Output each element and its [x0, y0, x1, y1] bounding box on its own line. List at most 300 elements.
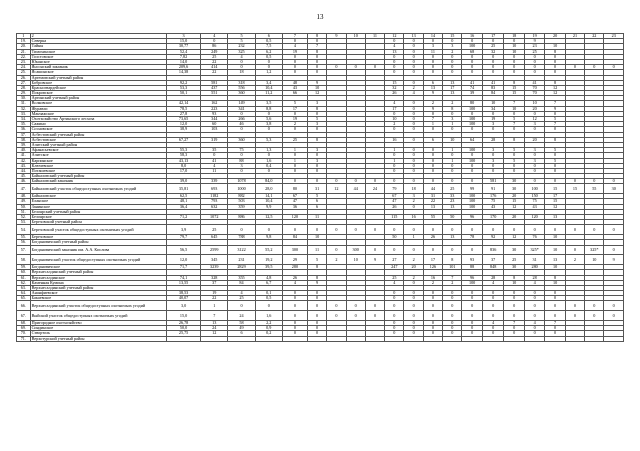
value-cell: 31 [524, 255, 544, 265]
value-cell: 6,7 [255, 280, 282, 285]
value-cell: 70 [524, 85, 544, 90]
name-cell: Ключевское [30, 163, 166, 168]
value-cell: 0 [504, 311, 524, 321]
value-cell: 0 [504, 331, 524, 336]
value-cell: 5 [545, 117, 565, 122]
value-cell: 0 [404, 44, 423, 49]
value-cell [524, 336, 544, 341]
value-cell: 0 [504, 168, 524, 173]
name-cell: Белоярское [30, 214, 166, 219]
value-cell: 16 [404, 214, 423, 219]
value-cell: 0 [404, 153, 423, 158]
value-cell [255, 336, 282, 341]
value-cell: 58,3 [167, 153, 201, 158]
value-cell: 22 [585, 34, 604, 39]
value-cell: 0 [255, 127, 282, 132]
data-table [16, 33, 624, 342]
value-cell: 40,07 [167, 296, 201, 301]
value-cell: 55,2 [255, 245, 282, 255]
value-cell: 11 [307, 214, 326, 219]
value-cell: 0 [282, 179, 307, 184]
value-cell: 9,8 [255, 235, 282, 240]
value-cell: 83 [482, 85, 504, 90]
value-cell: 74,1 [167, 275, 201, 280]
value-cell: 14,38 [167, 70, 201, 75]
value-cell: 0 [385, 301, 404, 311]
value-cell: 1 [404, 235, 423, 240]
value-cell: 20 [504, 194, 524, 199]
value-cell: 13 [423, 85, 442, 90]
row-number-cell: 27. [17, 80, 31, 85]
name-cell: Журавли [30, 106, 166, 111]
value-cell: 0 [524, 296, 544, 301]
value-cell: 43 [524, 204, 544, 209]
value-cell: 24 [228, 311, 255, 321]
value-cell: 0 [462, 296, 482, 301]
value-cell: 49 [228, 326, 255, 331]
value-cell: 0 [404, 101, 423, 106]
value-cell [423, 336, 442, 341]
row-number-cell: 37. [17, 132, 31, 137]
value-cell: 12 [545, 204, 565, 209]
value-cell: 581 [201, 80, 228, 85]
value-cell: 0 [545, 301, 565, 311]
value-cell: 10 [545, 235, 565, 240]
value-cell: 0 [443, 321, 462, 326]
value-cell: 5,3 [255, 137, 282, 142]
value-cell: 0 [462, 153, 482, 158]
value-cell: 0 [423, 331, 442, 336]
value-cell: 23 [443, 199, 462, 204]
value-cell: 0 [504, 225, 524, 235]
name-cell: Толстовское [30, 54, 166, 59]
value-cell: 0 [385, 179, 404, 184]
value-cell: 266 [228, 117, 255, 122]
value-cell: 0 [423, 148, 442, 153]
value-cell: 0 [504, 291, 524, 296]
value-cell: 0 [565, 301, 584, 311]
value-cell: 96 [462, 214, 482, 219]
row-number-cell: 69. [17, 326, 31, 331]
value-cell: 43,13 [167, 158, 201, 163]
row-number-cell: 46. [17, 179, 31, 184]
name-cell: Покровское [30, 91, 166, 96]
value-cell: 3122 [228, 245, 255, 255]
value-cell: 0 [282, 321, 307, 326]
row-number-cell: 28. [17, 85, 31, 90]
value-cell: 339 [201, 179, 228, 184]
value-cell: 73,65 [167, 117, 201, 122]
value-cell: 209,6 [167, 65, 201, 70]
value-cell: 2829 [228, 265, 255, 270]
value-cell: 13 [404, 34, 423, 39]
value-cell: 48 [282, 80, 307, 85]
value-cell: 0 [346, 311, 365, 321]
value-cell: 1 [201, 301, 228, 311]
value-cell: 12,0 [167, 122, 201, 127]
value-cell: 0 [404, 158, 423, 163]
value-cell: 0 [462, 70, 482, 75]
value-cell: 5 [228, 34, 255, 39]
row-number-cell: 35. [17, 122, 31, 127]
value-cell: 17 [482, 34, 504, 39]
value-cell [565, 336, 584, 341]
value-cell: 0 [504, 296, 524, 301]
value-cell: 103 [201, 127, 228, 132]
value-cell: 7 [307, 44, 326, 49]
value-cell: 0 [385, 65, 404, 70]
value-cell: 0 [524, 301, 544, 311]
value-cell: 0 [228, 153, 255, 158]
value-cell: 0 [404, 80, 423, 85]
value-cell: 25 [282, 137, 307, 142]
value-cell: 33 [443, 194, 462, 199]
value-cell: 66 [282, 91, 307, 96]
value-cell: 10,4 [255, 85, 282, 90]
value-cell: 0 [524, 179, 544, 184]
value-cell: 15 [443, 34, 462, 39]
value-cell: 886 [228, 214, 255, 219]
value-cell: 0 [545, 225, 565, 235]
value-cell: 62,5 [167, 194, 201, 199]
value-cell: 0 [327, 245, 346, 255]
value-cell: 0 [404, 148, 423, 153]
value-cell: 0 [504, 153, 524, 158]
value-cell: 67 [385, 194, 404, 199]
value-cell: 0 [545, 311, 565, 321]
value-cell: 232 [228, 44, 255, 49]
value-cell: 23 [524, 44, 544, 49]
value-cell: 14 [423, 34, 442, 39]
value-cell: 0 [565, 311, 584, 321]
value-cell: 0 [524, 70, 544, 75]
value-cell: 0 [255, 225, 282, 235]
value-cell: 0 [604, 301, 624, 311]
value-cell: 3 [307, 101, 326, 106]
value-cell: 10 [385, 117, 404, 122]
value-cell: 22 [201, 59, 228, 64]
value-cell: 5 [504, 158, 524, 163]
value-cell: 74 [462, 85, 482, 90]
value-cell: 0 [482, 59, 504, 64]
value-cell [482, 336, 504, 341]
value-cell: 1 [423, 122, 442, 127]
value-cell: 0 [462, 111, 482, 116]
table-body [17, 34, 624, 342]
value-cell: 11 [201, 168, 228, 173]
value-cell: 41 [201, 158, 228, 163]
value-cell: 0 [404, 179, 423, 184]
value-cell: 19 [482, 117, 504, 122]
value-cell: 0 [385, 163, 404, 168]
value-cell: 0,5 [255, 39, 282, 44]
value-cell: 3 [167, 34, 201, 39]
value-cell: 848 [482, 265, 504, 270]
value-cell: 0 [385, 59, 404, 64]
value-cell: 8 [545, 49, 565, 54]
value-cell: 7,82 [167, 54, 201, 59]
value-cell: 0 [327, 311, 346, 321]
value-cell: 100 [462, 106, 482, 111]
value-cell: 0 [404, 65, 423, 70]
value-cell: 0 [565, 245, 584, 255]
value-cell [385, 336, 404, 341]
value-cell: 26 [423, 235, 442, 240]
value-cell: 0 [423, 70, 442, 75]
value-cell: 3 [307, 158, 326, 163]
row-number-cell: 24. [17, 65, 31, 70]
value-cell: 0 [307, 296, 326, 301]
value-cell: 50 [443, 214, 462, 219]
value-cell: 55 [423, 214, 442, 219]
value-cell: 5 [307, 117, 326, 122]
value-cell: 100 [462, 280, 482, 285]
name-cell: Сажино [30, 122, 166, 127]
value-cell: 0 [385, 225, 404, 235]
value-cell: 78 [462, 235, 482, 240]
value-cell [404, 336, 423, 341]
value-cell: 0 [524, 127, 544, 132]
value-cell: 0 [282, 70, 307, 75]
value-cell: 19 [524, 34, 544, 39]
value-cell: 0 [423, 153, 442, 158]
value-cell: 13 [545, 214, 565, 219]
value-cell: 100 [462, 158, 482, 163]
value-cell: 16 [462, 34, 482, 39]
name-cell: Каменная Кумина [30, 280, 166, 285]
value-cell: 1,6 [255, 158, 282, 163]
value-cell: 4 [201, 163, 228, 168]
value-cell: 0 [462, 301, 482, 311]
value-cell: 2 [565, 255, 584, 265]
value-cell: 0 [365, 301, 384, 311]
value-cell: 2,2 [255, 321, 282, 326]
value-cell: 0 [365, 311, 384, 321]
value-cell: 3,0 [167, 301, 201, 311]
value-cell: 0 [404, 111, 423, 116]
value-cell: 10 [585, 255, 604, 265]
value-cell: 12 [307, 91, 326, 96]
value-cell: 5 [228, 39, 255, 44]
value-cell: 75 [482, 199, 504, 204]
value-cell: 0 [282, 163, 307, 168]
value-cell: 79 [385, 184, 404, 194]
value-cell: 0 [423, 158, 442, 163]
value-cell: 56,5 [167, 245, 201, 255]
value-cell: 3 [524, 158, 544, 163]
value-cell: 0 [282, 127, 307, 132]
value-cell: 0 [423, 321, 442, 326]
value-cell: 2 [282, 122, 307, 127]
value-cell: 11 [423, 49, 442, 54]
name-cell: Ачитское [30, 153, 166, 158]
value-cell: 50,1 [167, 91, 201, 96]
value-cell: 15 [504, 85, 524, 90]
value-cell: 0 [604, 65, 624, 70]
value-cell: 4 [385, 44, 404, 49]
value-cell: 318 [228, 80, 255, 85]
value-cell: 36 [282, 204, 307, 209]
value-cell: 9,9 [255, 204, 282, 209]
value-cell: 10 [545, 245, 565, 255]
value-cell: 6,2 [255, 49, 282, 54]
value-cell: 6 [423, 80, 442, 85]
value-cell: 92 [482, 235, 504, 240]
row-number-cell: 1 [17, 34, 31, 39]
name-cell: Синдинское [30, 326, 166, 331]
value-cell: 0 [228, 127, 255, 132]
value-cell: 2 [404, 275, 423, 280]
value-cell: 0 [201, 39, 228, 44]
value-cell: 5,6 [255, 117, 282, 122]
value-cell: 280 [282, 265, 307, 270]
value-cell: 0 [443, 70, 462, 75]
value-cell: 12 [201, 331, 228, 336]
value-cell: 31 [307, 184, 326, 194]
value-cell: 10 [307, 85, 326, 90]
value-cell: 47 [385, 199, 404, 204]
name-cell: Янсонский заказник [30, 65, 166, 70]
value-cell: 0 [385, 168, 404, 173]
value-cell: 6 [423, 137, 442, 142]
value-cell: 88 [462, 265, 482, 270]
value-cell: 0,5 [255, 296, 282, 301]
name-cell: Асбестовский учетный район [30, 132, 166, 137]
value-cell: 17 [423, 255, 442, 265]
value-cell: 30 [504, 245, 524, 255]
row-number-cell: 58. [17, 255, 31, 265]
value-cell: 0 [462, 59, 482, 64]
row-number-cell: 44. [17, 168, 31, 173]
value-cell: 0 [307, 163, 326, 168]
name-cell: Верхнесалдинский учетный район [30, 270, 166, 275]
value-cell: 70 [524, 91, 544, 96]
value-cell: 41 [482, 80, 504, 85]
row-number-cell: 45. [17, 174, 31, 179]
value-cell: 0 [423, 127, 442, 132]
value-cell: 0 [365, 179, 384, 184]
value-cell: 3 [307, 148, 326, 153]
value-cell: 13 [443, 235, 462, 240]
value-cell: 328 [201, 275, 228, 280]
value-cell: 2 [423, 101, 442, 106]
value-cell: 793 [201, 199, 228, 204]
value-cell: 41 [524, 80, 544, 85]
value-cell: 0 [228, 111, 255, 116]
value-cell: 0 [307, 54, 326, 59]
name-cell: Юканское [30, 59, 166, 64]
value-cell: 30 [504, 265, 524, 270]
value-cell: 7 [443, 275, 462, 280]
page-number: 13 [316, 13, 324, 21]
value-cell: 84 [228, 280, 255, 285]
value-cell: 0 [482, 291, 504, 296]
value-cell: 437 [201, 85, 228, 90]
value-cell: 0 [462, 127, 482, 132]
value-cell: 25 [201, 225, 228, 235]
name-cell: Богдановичский участок общедоступных охотничьих угодий [30, 255, 166, 265]
value-cell [346, 336, 365, 341]
value-cell: 0 [346, 225, 365, 235]
value-cell: 0 [423, 111, 442, 116]
value-cell: 11,2 [255, 91, 282, 96]
value-cell: 9 [307, 280, 326, 285]
value-cell: 16 [423, 275, 442, 280]
row-number-cell: 65. [17, 296, 31, 301]
value-cell: 0 [385, 39, 404, 44]
value-cell: 93 [462, 255, 482, 265]
value-cell: 50 [385, 235, 404, 240]
value-cell: 4 [385, 280, 404, 285]
value-cell: 0 [482, 326, 504, 331]
value-cell: 0 [482, 127, 504, 132]
value-cell: 0 [443, 153, 462, 158]
value-cell: 0 [504, 326, 524, 331]
value-cell: 7 [282, 34, 307, 39]
value-cell: 100 [462, 204, 482, 209]
value-cell: 14,0 [167, 59, 201, 64]
value-cell: 0 [504, 54, 524, 59]
value-cell: 39,0 [167, 179, 201, 184]
value-cell: 360 [228, 137, 255, 142]
value-cell: 3 [443, 117, 462, 122]
value-cell: 36,4 [167, 204, 201, 209]
name-cell: Еланское [30, 199, 166, 204]
value-cell: 78,5 [167, 106, 201, 111]
value-cell: 0 [585, 65, 604, 70]
value-cell: 0 [545, 163, 565, 168]
value-cell [443, 336, 462, 341]
value-cell: 0 [524, 163, 544, 168]
value-cell: 0 [462, 291, 482, 296]
value-cell: 0 [565, 179, 584, 184]
value-cell: 0 [385, 331, 404, 336]
value-cell: 68 [462, 49, 482, 54]
value-cell: 0 [201, 153, 228, 158]
value-cell: 6 [228, 331, 255, 336]
value-cell: 0 [423, 291, 442, 296]
value-cell: 8 [307, 34, 326, 39]
value-cell: 3,9 [167, 225, 201, 235]
row-number-cell: 66. [17, 301, 31, 311]
value-cell: 0 [524, 311, 544, 321]
value-cell: 35,81 [167, 184, 201, 194]
value-cell: 3 [482, 158, 504, 163]
row-number-cell: 34. [17, 117, 31, 122]
value-cell: 0 [282, 301, 307, 311]
value-cell: 25 [385, 275, 404, 280]
name-cell: Бобровское [30, 80, 166, 85]
value-cell: 12 [327, 184, 346, 194]
row-number-cell: 25. [17, 70, 31, 75]
value-cell: 88 [228, 158, 255, 163]
value-cell: 12 [504, 235, 524, 240]
value-cell: 17 [282, 106, 307, 111]
value-cell: 0 [385, 111, 404, 116]
value-cell: 0 [565, 225, 584, 235]
value-cell: 19 [282, 117, 307, 122]
value-cell: 4 [404, 91, 423, 96]
value-cell: 0 [585, 179, 604, 184]
value-cell: 0 [404, 204, 423, 209]
value-cell: 319 [201, 137, 228, 142]
value-cell: 3 [404, 194, 423, 199]
value-cell: 0 [385, 296, 404, 301]
value-cell: 8 [504, 137, 524, 142]
value-cell: 41 [462, 80, 482, 85]
value-cell: 0 [423, 65, 442, 70]
value-cell: 47 [282, 199, 307, 204]
